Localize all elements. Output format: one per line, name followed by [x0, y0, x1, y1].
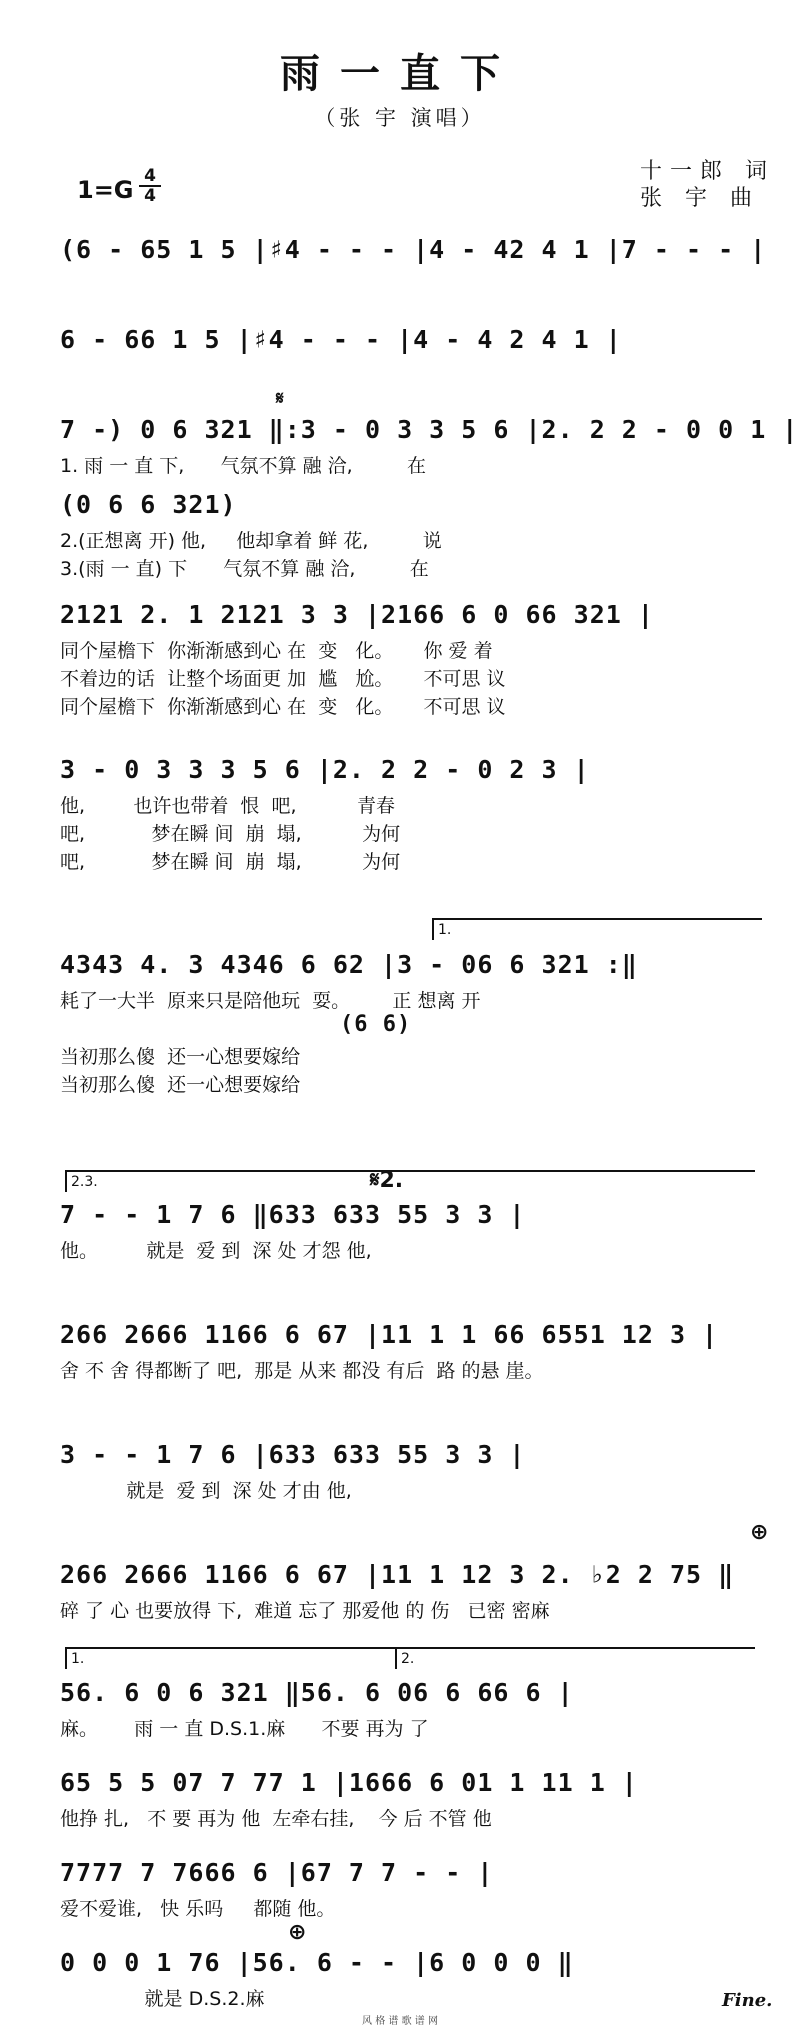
page-title: 雨一直下 — [280, 50, 520, 97]
lyric-line: 就是 D.S.2.麻 — [60, 1988, 265, 2010]
lyric-line: 不着边的话 让整个场面更 加 尴 尬。 不可思 议 — [60, 668, 506, 690]
lyric-line: 碎 了 心 也要放得 下, 难道 忘了 那爱他 的 伤 已密 密麻 — [60, 1600, 550, 1622]
lyric-line: 舍 不 舍 得都断了 吧, 那是 从来 都没 有后 路 的悬 崖。 — [60, 1360, 544, 1382]
notes-line: 7777 7 7666 6 |67 7 7 - - | — [60, 1858, 494, 1887]
notes-line: 7 - - 1 7 6 ‖633 633 55 3 3 | — [60, 1200, 526, 1229]
notes-line: (6 - 65 1 5 |♯4 - - - |4 - 42 4 1 |7 - - - | — [60, 235, 767, 264]
lyric-line: 1. 雨 一 直 下, 气氛不算 融 洽, 在 — [60, 455, 427, 477]
lyric-line: 同个屋檐下 你渐渐感到心 在 变 化。 不可思 议 — [60, 696, 506, 718]
lyric-line: 当初那么傻 还一心想要嫁给 — [60, 1074, 301, 1096]
lyric-line: 3.(雨 一 直) 下 气氛不算 融 洽, 在 — [60, 558, 429, 580]
lyric-line: 爱不爱谁, 快 乐吗 都随 他。 — [60, 1898, 336, 1920]
segno-sign: 𝄋2. — [370, 1168, 404, 1193]
coda-sign: ⊕ — [750, 1520, 769, 1545]
volta-2-3: 2.3. — [65, 1170, 755, 1192]
time-signature-bottom: 4 — [144, 186, 156, 206]
notes-line: 65 5 5 07 7 77 1 |1666 6 01 1 11 1 | — [60, 1768, 638, 1797]
time-signature — [139, 168, 161, 204]
volta-1: 1. — [432, 918, 762, 940]
notes-line: 3 - - 1 7 6 |633 633 55 3 3 | — [60, 1440, 526, 1469]
coda-sign-2: ⊕ — [288, 1920, 307, 1945]
lyric-line: 他挣 扎, 不 要 再为 他 左牵右挂, 今 后 不管 他 — [60, 1808, 492, 1830]
footer-watermark: 风 格 谱 歌 谱 网 — [362, 2016, 438, 2027]
subtitle: （张 宇 演唱） — [314, 106, 486, 130]
lyric-line: 他, 也许也带着 恨 吧, 青春 — [60, 795, 395, 817]
composer-credit: 张 宇 曲 — [640, 186, 760, 211]
notes-line: 266 2666 1166 6 67 |11 1 1 66 6551 12 3 | — [60, 1320, 719, 1349]
lyric-line: 吧, 梦在瞬 间 崩 塌, 为何 — [60, 851, 401, 873]
lyric-line: 他。 就是 爱 到 深 处 才怨 他, — [60, 1240, 372, 1262]
lyric-line: 2.(正想离 开) 他, 他却拿着 鲜 花, 说 — [60, 530, 442, 552]
lyricist-credit: 十一郎 词 — [640, 159, 775, 184]
notes-alt: (6 6) — [340, 1012, 412, 1037]
volta-2: 2. — [395, 1647, 755, 1669]
notes-line: 4343 4. 3 4346 6 62 |3 - 06 6 321 :‖ — [60, 950, 638, 979]
notes-line: 3 - 0 3 3 3 5 6 |2. 2 2 - 0 2 3 | — [60, 755, 590, 784]
notes-line: 56. 6 0 6 321 ‖56. 6 06 6 66 6 | — [60, 1678, 574, 1707]
key-signature: 1=G — [77, 176, 134, 204]
notes-line: 266 2666 1166 6 67 |11 1 12 3 2. ♭2 2 75 ‖ — [60, 1560, 735, 1589]
notes-line: 6 - 66 1 5 |♯4 - - - |4 - 4 2 4 1 | — [60, 325, 622, 354]
lyric-line: 当初那么傻 还一心想要嫁给 — [60, 1046, 301, 1068]
notes-line: (0 6 6 321) — [60, 490, 237, 519]
segno-sign-1: 𝄋 — [276, 388, 284, 409]
notes-line: 2121 2. 1 2121 3 3 |2166 6 0 66 321 | — [60, 600, 654, 629]
fine-mark: Fine. — [722, 1990, 773, 2011]
volta-1b: 1. — [65, 1647, 395, 1669]
lyric-line: 同个屋檐下 你渐渐感到心 在 变 化。 你 爱 着 — [60, 640, 493, 662]
lyric-line: 耗了一大半 原来只是陪他玩 耍。 正 想离 开 — [60, 990, 481, 1012]
notes-line: 0 0 0 1 76 |56. 6 - - |6 0 0 0 ‖ — [60, 1948, 574, 1977]
lyric-line: 麻。 雨 一 直 D.S.1.麻 不要 再为 了 — [60, 1718, 429, 1740]
lyric-line: 吧, 梦在瞬 间 崩 塌, 为何 — [60, 823, 401, 845]
time-signature-top: 4 — [144, 166, 156, 186]
notes-line: 7 -) 0 6 321 ‖:3 - 0 3 3 5 6 |2. 2 2 - 0 0 1 | — [60, 415, 799, 444]
lyric-line: 就是 爱 到 深 处 才由 他, — [60, 1480, 352, 1502]
